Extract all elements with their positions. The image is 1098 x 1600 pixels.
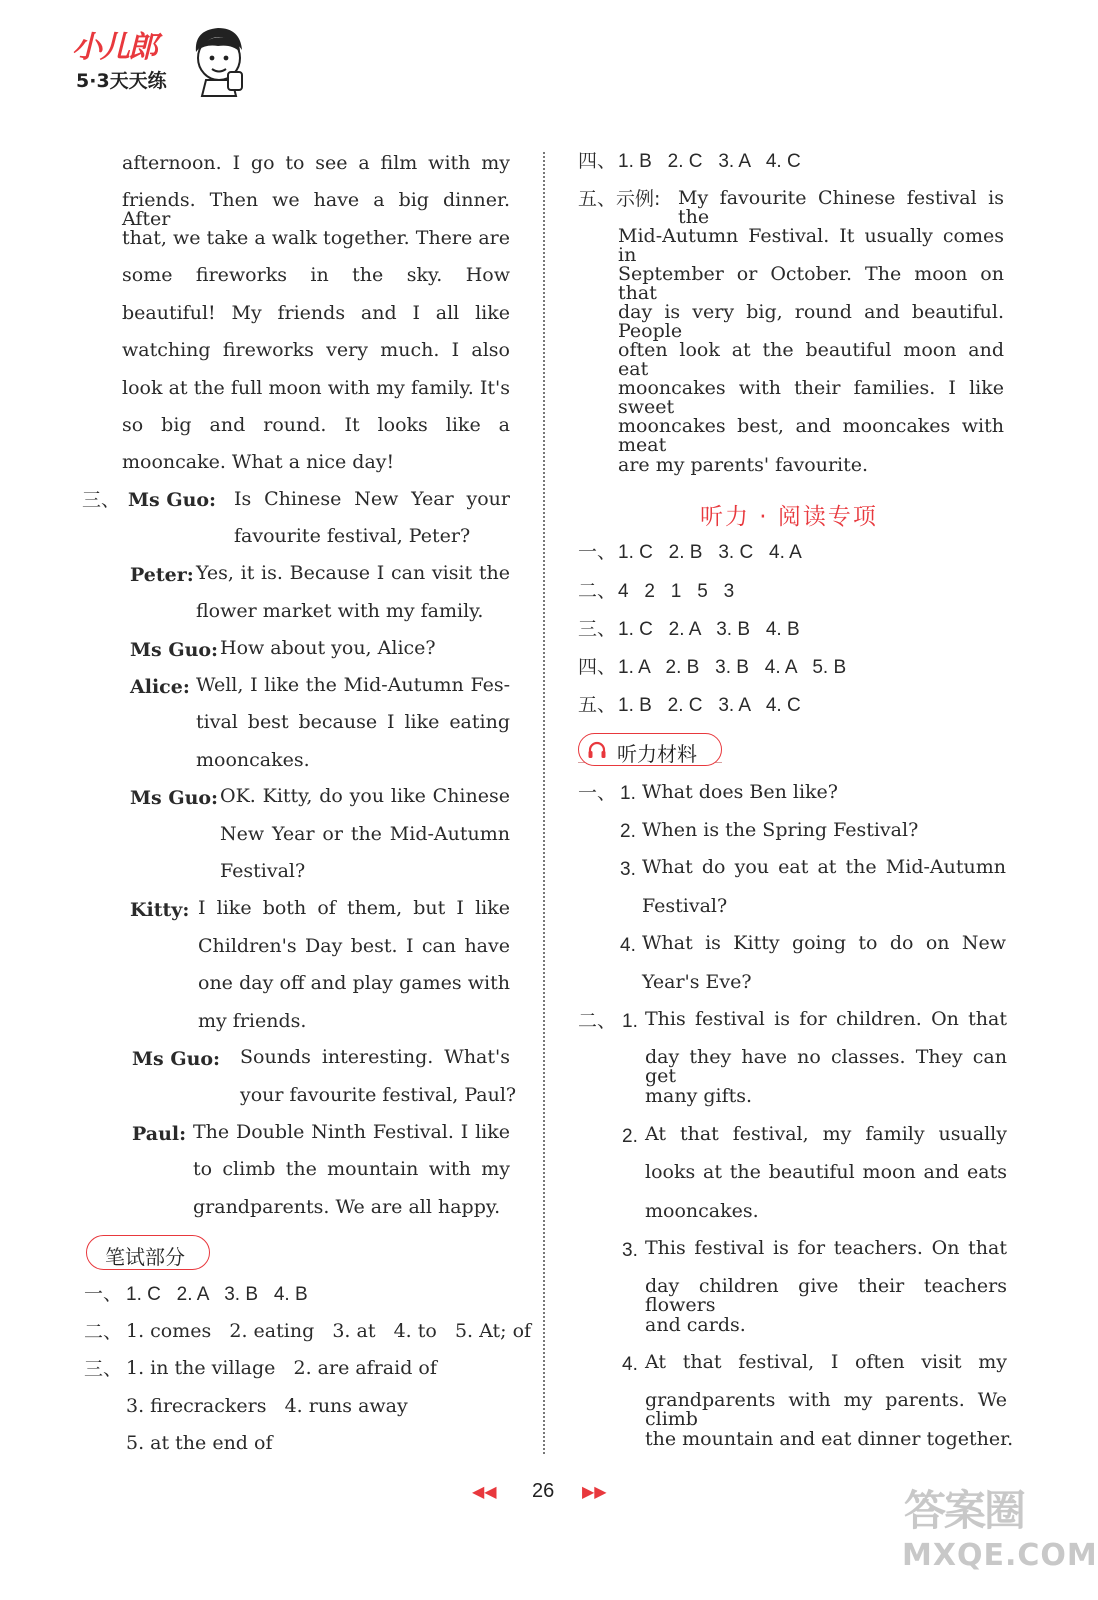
headphones-icon (587, 741, 607, 759)
listening-line: At that festival, I often visit my (645, 1351, 1007, 1373)
example-line: September or October. The moon on that (618, 263, 1004, 304)
listening-line: What do you eat at the Mid-Autumn (642, 856, 1006, 878)
dialogue-line: to climb the mountain with my (193, 1158, 510, 1180)
answer-label: 五、 (578, 694, 617, 716)
listening-line: Festival? (642, 895, 728, 917)
example-line: day is very big, round and beautiful. People (618, 301, 1004, 342)
left-para-line: afternoon. I go to see a film with my (122, 152, 510, 174)
brand-name: 小儿郎 (72, 30, 156, 65)
dialogue-line: favourite festival, Peter? (234, 525, 471, 547)
item-number: 3. (622, 1240, 638, 1261)
dialogue-speaker: Ms Guo: (130, 787, 219, 809)
next-arrows-icon: ▶▶ (582, 1482, 607, 1501)
dialogue-speaker: Ms Guo: (128, 489, 217, 511)
answer-row: 1. comes 2. eating 3. at 4. to 5. At; of (126, 1320, 532, 1342)
left-para-line: so big and round. It looks like a (122, 414, 510, 436)
item-number: 4. (622, 1354, 638, 1375)
left-para-line: watching fireworks very much. I also (122, 339, 510, 361)
example-line: My favourite Chinese festival is the (678, 187, 1004, 228)
dialogue-line: grandparents. We are all happy. (193, 1196, 501, 1218)
dialogue-line: Is Chinese New Year your (234, 488, 510, 510)
dialogue-speaker: Alice: (130, 676, 190, 698)
dialogue-line: New Year or the Mid-Autumn (220, 823, 510, 845)
listening-line: day they have no classes. They can get (645, 1046, 1007, 1087)
listening-line: many gifts. (645, 1085, 753, 1107)
brand-series: 5·3天天练 (76, 70, 167, 92)
left-para-line: some fireworks in the sky. How (122, 264, 510, 286)
answer-row: 1. A 2. B 3. B 4. A 5. B (618, 657, 847, 678)
listening-line: This festival is for teachers. On that (645, 1237, 1007, 1259)
answer-label: 二、 (84, 1321, 123, 1343)
dialogue-line: flower market with my family. (196, 600, 484, 622)
example-line: mooncakes best, and mooncakes with meat (618, 415, 1004, 456)
answer-row: 5. at the end of (126, 1432, 273, 1454)
dialogue-line: tival best because I like eating (196, 711, 510, 733)
listening-title-label: 听力材料 (617, 742, 697, 766)
listening-line: the mountain and eat dinner together. (645, 1428, 1014, 1450)
answer-label: 一、 (578, 541, 617, 563)
left-para-line: look at the full moon with my family. It's (122, 377, 510, 399)
dialogue-line: OK. Kitty, do you like Chinese (220, 785, 510, 807)
dialogue-line: Well, I like the Mid-Autumn Fes- (196, 674, 510, 696)
dialogue-line: The Double Ninth Festival. I like (193, 1121, 510, 1143)
listening-line: day children give their teachers flowers (645, 1275, 1007, 1316)
mascot-icon (188, 24, 250, 96)
answer-row: 3. firecrackers 4. runs away (126, 1395, 408, 1417)
dialogue-line: your favourite festival, Paul? (240, 1084, 517, 1106)
brand-logo (70, 22, 250, 102)
answer-row: 1. C 2. A 3. B 4. B (618, 619, 800, 640)
answer-label: 二、 (578, 1010, 617, 1032)
item-number: 2. (620, 821, 636, 842)
dialogue-line: How about you, Alice? (220, 637, 436, 659)
dialogue-line: my friends. (198, 1010, 307, 1032)
dialogue-line: Children's Day best. I can have (198, 935, 510, 957)
section-title: 听力 · 阅读专项 (700, 504, 878, 530)
answer-label: 一、 (578, 782, 617, 804)
answer-row: 1. C 2. A 3. B 4. B (126, 1284, 308, 1305)
item-number: 1. (620, 783, 636, 804)
answer-row: 4 2 1 5 3 (618, 581, 735, 602)
left-para-line: friends. Then we have a big dinner. After (122, 189, 510, 230)
watermark-bottom: MXQE.COM (902, 1538, 1098, 1573)
answer-row: 1. C 2. B 3. C 4. A (618, 542, 802, 563)
watermark (898, 1478, 1098, 1588)
answer-row: 1. B 2. C 3. A 4. C (618, 695, 801, 716)
dialogue-speaker: Kitty: (130, 899, 190, 921)
written-section-title: 笔试部分 (86, 1235, 210, 1270)
listening-line: looks at the beautiful moon and eats (645, 1161, 1007, 1183)
item-number: 1. (622, 1011, 638, 1032)
listening-line: and cards. (645, 1314, 746, 1336)
dialogue-line: I like both of them, but I like (198, 897, 510, 919)
item-number: 4. (620, 935, 636, 956)
listening-line: What does Ben like? (642, 781, 838, 803)
example-line: mooncakes with their families. I like sweet (618, 377, 1004, 418)
answer-row: 1. B 2. C 3. A 4. C (618, 151, 801, 172)
answer-label: 三、 (84, 1358, 123, 1380)
answer-label: 三、 (578, 618, 617, 640)
watermark-top: 答案圈 (904, 1486, 1025, 1535)
listening-line: Year's Eve? (642, 971, 752, 993)
item-number: 2. (622, 1126, 638, 1147)
example-line: Mid-Autumn Festival. It usually comes in (618, 225, 1004, 266)
answer-label: 五、示例: (578, 188, 661, 210)
dialogue-speaker: Ms Guo: (130, 639, 219, 661)
listening-line: What is Kitty going to do on New (642, 932, 1006, 954)
listening-line: grandparents with my parents. We climb (645, 1389, 1007, 1430)
listening-line: When is the Spring Festival? (642, 819, 919, 841)
listening-title (578, 733, 722, 766)
dialogue-speaker: Paul: (132, 1123, 187, 1145)
dialogue-speaker: Peter: (130, 564, 194, 586)
question-label: 三、 (82, 489, 121, 511)
answer-label: 四、 (578, 150, 617, 172)
item-number: 3. (620, 859, 636, 880)
dialogue-speaker: Ms Guo: (132, 1048, 221, 1070)
dialogue-line: mooncakes. (196, 749, 310, 771)
left-para-line: beautiful! My friends and I all like (122, 302, 510, 324)
listening-line: At that festival, my family usually (645, 1123, 1007, 1145)
answer-row: 1. in the village 2. are afraid of (126, 1357, 437, 1379)
listening-line: mooncakes. (645, 1200, 759, 1222)
dialogue-line: Yes, it is. Because I can visit the (196, 562, 510, 584)
dialogue-line: Festival? (220, 860, 306, 882)
answer-label: 二、 (578, 580, 617, 602)
dialogue-line: Sounds interesting. What's (240, 1046, 510, 1068)
left-para-line: mooncake. What a nice day! (122, 451, 395, 473)
example-line: are my parents' favourite. (618, 454, 869, 476)
page-number: 26 (532, 1480, 555, 1502)
example-line: often look at the beautiful moon and eat (618, 339, 1004, 380)
answer-label: 四、 (578, 656, 617, 678)
listening-line: This festival is for children. On that (645, 1008, 1007, 1030)
left-para-line: that, we take a walk together. There are (122, 227, 510, 249)
answer-label: 一、 (84, 1283, 123, 1305)
prev-arrows-icon: ◀◀ (472, 1482, 497, 1501)
dialogue-line: one day off and play games with (198, 972, 510, 994)
column-divider (543, 152, 545, 1454)
